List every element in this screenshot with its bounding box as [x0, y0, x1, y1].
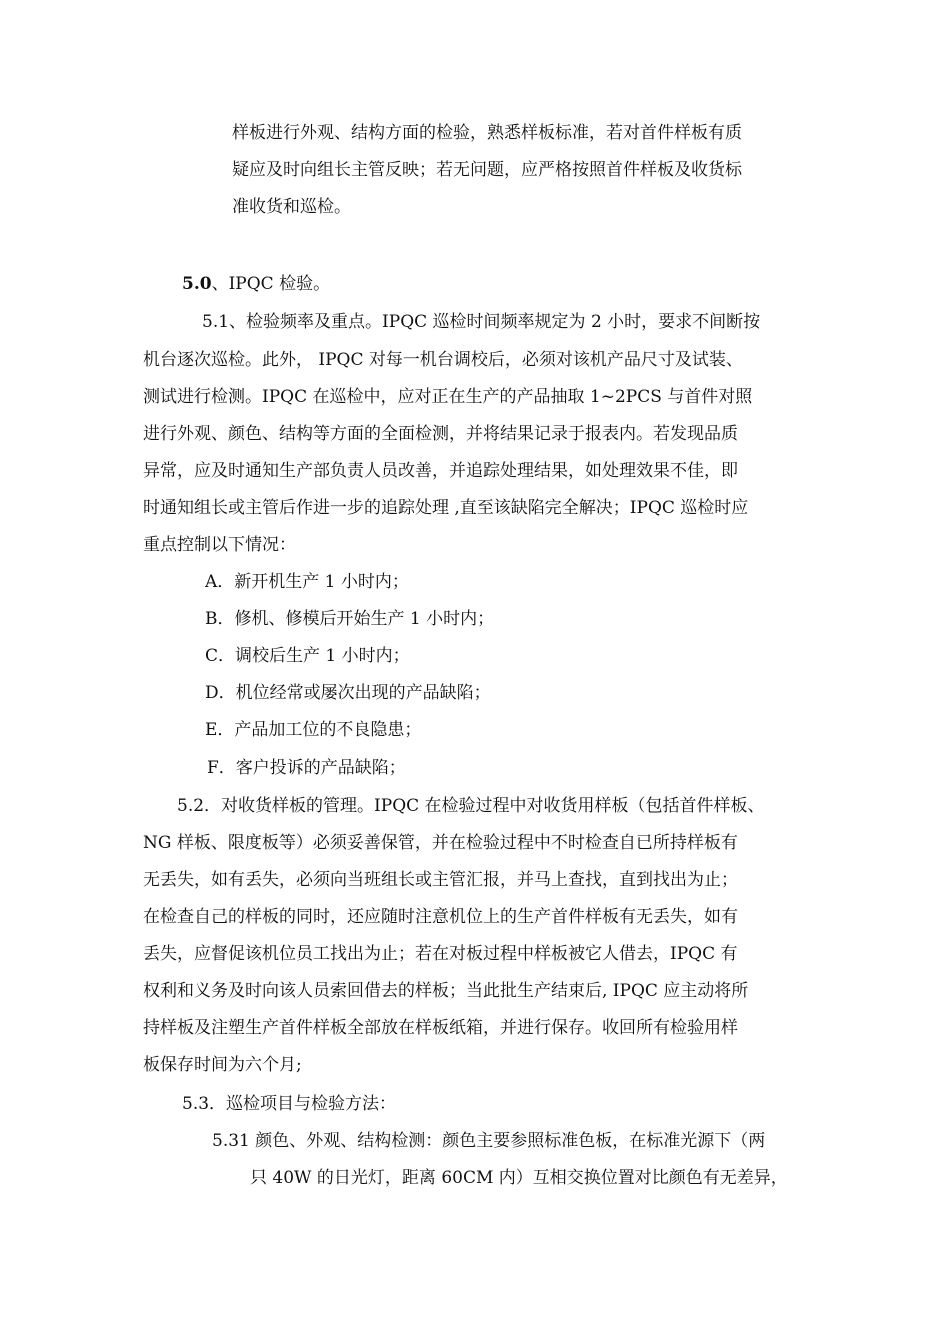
intro-line: 准收货和巡检。 [232, 197, 351, 217]
paragraph-line: 无丢失，如有丢失，必须向当班组长或主管汇报，并马上查找，直到找出为止； [143, 870, 738, 890]
list-item: F．客户投诉的产品缺陷； [207, 758, 406, 778]
paragraph-line: 5.31 颜色、外观、结构检测：颜色主要参照标准色板，在标准光源下（两 [212, 1131, 766, 1151]
paragraph-line: 进行外观、颜色、结构等方面的全面检测，并将结果记录于报表内。若发现品质 [143, 424, 738, 444]
section-heading [182, 272, 330, 296]
list-item: E．产品加工位的不良隐患； [205, 720, 422, 740]
paragraph-line: NG 样板、限度板等）必须妥善保管，并在检验过程中不时检查自已所持样板有 [143, 833, 738, 853]
paragraph-line: 机台逐次巡检。此外， IPQC 对每一机台调校后，必须对该机产品尺寸及试装、 [143, 350, 743, 370]
paragraph-line: 测试进行检测。IPQC 在巡检中，应对正在生产的产品抽取 1~2PCS 与首件对照 [143, 387, 753, 407]
paragraph-line: 时通知组长或主管后作进一步的追踪处理 ,直至该缺陷完全解决；IPQC 巡检时应 [143, 498, 749, 518]
intro-line: 样板进行外观、结构方面的检验，熟悉样板标准，若对首件样板有质 [232, 123, 742, 143]
section-title: 、IPQC 检验。 [211, 274, 331, 294]
paragraph-line: 重点控制以下情况： [143, 535, 296, 555]
paragraph-line: 只 40W 的日光灯，距离 60CM 内）互相交换位置对比颜色有无差异， [250, 1168, 788, 1188]
paragraph-line: 持样板及注塑生产首件样板全部放在样板纸箱，并进行保存。收回所有检验用样 [143, 1018, 738, 1038]
paragraph-line: 异常，应及时通知生产部负责人员改善，并追踪处理结果，如处理效果不佳，即 [143, 461, 738, 481]
paragraph-line: 权利和义务及时向该人员索回借去的样板；当此批生产结束后, IPQC 应主动将所 [143, 981, 749, 1001]
paragraph-line: 5.1、检验频率及重点。IPQC 巡检时间频率规定为 2 小时，要求不间断按 [202, 312, 761, 332]
list-item: D．机位经常或屡次出现的产品缺陷； [205, 683, 491, 703]
section-number: 5.0 [182, 274, 212, 294]
intro-line: 疑应及时向组长主管反映；若无问题，应严格按照首件样板及收货标 [232, 160, 742, 180]
subsection-heading: 5.3．巡检项目与检验方法： [182, 1094, 397, 1114]
list-item: A．新开机生产 1 小时内； [205, 572, 409, 592]
paragraph-line: 在检查自己的样板的同时，还应随时注意机位上的生产首件样板有无丢失，如有 [143, 907, 738, 927]
paragraph-line: 丢失，应督促该机位员工找出为止；若在对板过程中样板被它人借去，IPQC 有 [143, 944, 738, 964]
list-item: B．修机、修模后开始生产 1 小时内； [205, 609, 495, 629]
paragraph-line: 板保存时间为六个月; [143, 1055, 302, 1075]
list-item: C．调校后生产 1 小时内； [205, 646, 410, 666]
paragraph-line: 5.2．对收货样板的管理。IPQC 在检验过程中对收货用样板（包括首件样板、 [177, 796, 765, 816]
